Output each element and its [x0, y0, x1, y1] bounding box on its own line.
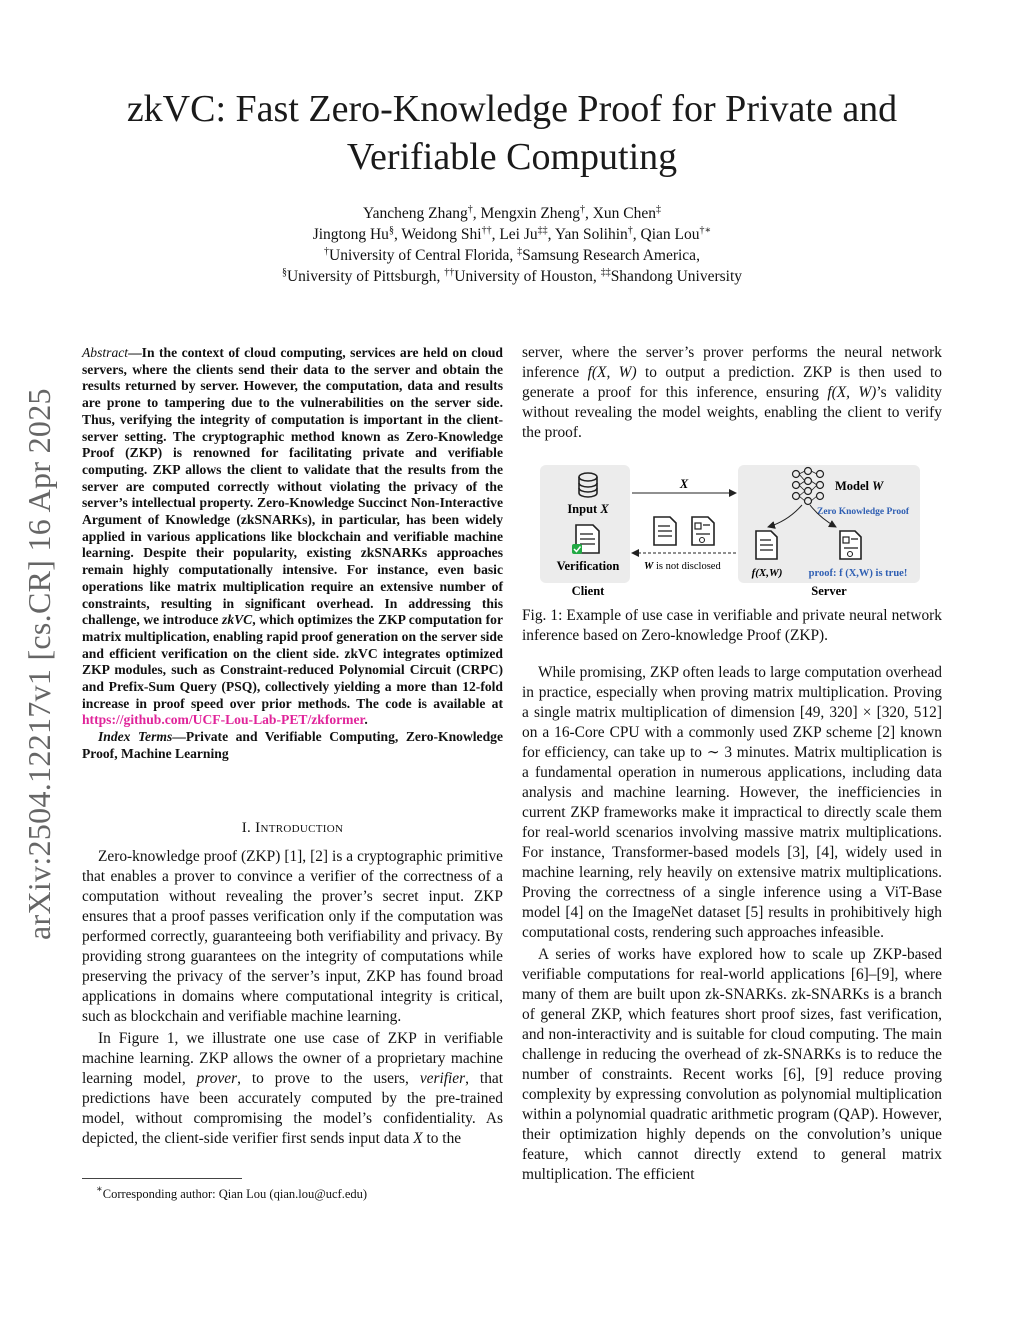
- paragraph-text: , that predictions have been accurately computed by the pre-trained model, without compromising the model’s confidentiality. As depicted, the client-side verifier first sends input data: [82, 1070, 504, 1147]
- proof-label: proof: f (X,W) is true!: [808, 568, 908, 579]
- paragraph-text: ’s validity without revealing the model weights, enabling the client to verify the proof.: [522, 384, 942, 441]
- footnote-content: [82, 1184, 368, 1201]
- author-line-2: Jingtong Hu§, Weidong Shi††, Lei Ju‡‡, Yan Solihin†, Qian Lou†∗: [312, 225, 712, 243]
- affiliation-line-1: [0, 245, 1024, 266]
- author-name: Yancheng Zhang: [362, 205, 468, 222]
- section-heading: [82, 820, 503, 837]
- code-link[interactable]: https://github.com/UCF-Lou-Lab-PET/zkformer: [82, 712, 365, 728]
- abstract-system-name: zkVC: [222, 612, 253, 628]
- right-column-top: [522, 343, 942, 443]
- term-verifier: verifier: [419, 1070, 466, 1087]
- left-column-body: [82, 847, 503, 1149]
- paragraph: A series of works have explored how to scale up ZKP-based verifiable computations for real-world applications [6]–[9], where many of them are built upon zk-SNARKs. zk-SNARKs is a branch of general ZKP, which features short proof sizes, fast verification, and non-interactivity and is suitable for cloud computing. The main challenge in reducing the overhead of zk-SNARKs is to reduce the number of constraints. Recent works [6], [9] reduce proving complexity by expressing convolution as polynomial multiplication within a polynomial quadratic arithmetic program (QAP). However, their optimization highly depends on the convolution’s unique feature, which cannot directly extend to general matrix multiplication. The efficient: [522, 946, 942, 1183]
- server-proof-document-icon: [840, 531, 861, 559]
- author-name: Lei Ju: [499, 226, 538, 243]
- paragraph-text: , to prove to the users,: [237, 1070, 420, 1087]
- affiliation-name: University of Pittsburgh,: [286, 268, 445, 285]
- arrow-x-label: X: [679, 477, 689, 491]
- proof-document-icon: [692, 517, 714, 545]
- author-mark: †∗: [699, 225, 712, 236]
- affiliation-name: University of Central Florida,: [329, 247, 518, 264]
- zkp-label: Zero Knowledge Proof: [817, 507, 909, 517]
- author-name: Mengxin Zheng: [480, 205, 580, 222]
- math-x: X: [413, 1130, 423, 1147]
- affiliation-mark: †: [324, 246, 330, 257]
- affiliation-mark: ‡‡: [600, 267, 611, 278]
- footnote-text: Corresponding author: Qian Lou (qian.lou@ucf.edu): [102, 1187, 368, 1201]
- paragraph-text: to output a prediction. ZKP is then used to generate a proof for this inference, ensuring: [522, 364, 942, 401]
- author-mark: †: [579, 204, 585, 215]
- affiliation-name: University of Houston,: [454, 268, 601, 285]
- index-terms-text: —Private and Verifiable Computing, Zero-Knowledge Proof, Machine Learning: [82, 729, 503, 761]
- verification-label: Verification: [556, 559, 620, 573]
- paragraph-text: to the: [422, 1130, 462, 1147]
- title-line-1: zkVC: Fast Zero-Knowledge Proof for Private and: [126, 88, 898, 130]
- affiliation-mark: ††: [444, 267, 455, 278]
- abstract-label: Abstract: [82, 345, 129, 360]
- paragraph: Zero-knowledge proof (ZKP) [1], [2] is a cryptographic primitive that enables a prover to convince a verifier of the correctness of a computation without revealing the prover’s secret input. ZKP ensures that a proof passes verification only if the computation was performed correctly, guaranteeing both verifiability and privacy. By providing strong guarantees on the integrity of computations while preserving the privacy of the server’s input, ZKP has found broad applications in domains where computational integrity is critical, such as blockchain and verifiable machine learning.: [82, 848, 503, 1025]
- caption-text: Example of use case in verifiable and private neural network inference based on Zero-knowledge Proof (ZKP).: [522, 607, 943, 644]
- arxiv-stamp: arXiv:2504.12217v1 [cs.CR] 16 Apr 2025: [21, 388, 57, 940]
- math-fxw: f(X, W): [587, 364, 637, 381]
- author-block: [0, 203, 1024, 287]
- paragraph: While promising, ZKP often leads to large computation overhead in practice, especially when proving matrix multiplication. Proving a single matrix multiplication of dimension [49, 320] × [320, 512] on a 16-Core CPU with a commonly used ZKP scheme [2] known for efficiency, can take up to ∼ 3 minutes. Matrix multiplication is a fundamental operation in numerous applications, including data analysis and machine learning. However, the inefficiencies in current ZKP frameworks make it impractical to directly scale them for real-world scenarios involving massive matrix multiplications. For instance, Transformer-based models [3], [4], widely used in machine learning, rely heavily on extensive matrix multiplications. Proving the correctness of a single inference using a ViT-Base model [4] on the ImageNet dataset [5] results in prohibitively high computational costs, rendering such approaches infeasible.: [522, 664, 942, 941]
- affiliation-mark: §: [281, 267, 287, 278]
- abstract-text: —In the context of cloud computing, services are held on cloud servers, where the clients send their data to the server and obtain the results returned by server. However, the computation, data and results are prone to tampering due to the vulnerabilities on the server side. Thus, verifying the integrity of computation is important in the client-server setting. The cryptographic method known as Zero-Knowledge Proof (ZKP) is renowned for facilitating private and verifiable computing. ZKP allows the client to validate that the results from the server are computed correctly without violating the privacy of the server’s intellectual property. Zero-Knowledge Succinct Non-Interactive Argument of Knowledge (zkSNARKs), in particular, has been widely applied in various applications like blockchain and verifiable machine learning. Despite their popularity, existing zkSNARKs approaches remain highly computationally intensive. For instance, even basic operations like matrix multiplication require an extensive number of constraints, resulting in significant overhead. In addressing this challenge, we introduce: [82, 345, 503, 628]
- author-mark: ‡‡: [537, 225, 548, 236]
- section-numeral: I.: [241, 820, 256, 836]
- author-name: Yan Solihin: [554, 226, 628, 243]
- author-name: Qian Lou: [640, 226, 700, 243]
- verified-document-icon: [572, 525, 599, 554]
- author-name: Jingtong Hu: [312, 226, 389, 243]
- figure-caption: [522, 606, 942, 646]
- footnote-rule: [82, 1178, 242, 1179]
- caption-label: Fig. 1:: [522, 607, 567, 624]
- paragraph: [82, 1029, 503, 1149]
- abstract-end: .: [364, 712, 368, 728]
- author-name: Weidong Shi: [401, 226, 482, 243]
- footnote: [82, 1186, 503, 1202]
- client-label: Client: [571, 584, 605, 598]
- affiliation-mark: ‡: [517, 246, 523, 257]
- author-name: Xun Chen: [592, 205, 656, 222]
- author-mark: §: [388, 225, 394, 236]
- output-document-icon: [756, 531, 777, 559]
- server-label: Server: [811, 584, 847, 598]
- server-panel: [738, 465, 920, 583]
- term-prover: prover: [196, 1070, 238, 1087]
- author-mark: ‡: [656, 204, 661, 215]
- affiliation-line-2: [0, 266, 1024, 287]
- paragraph: [522, 343, 942, 443]
- section-title: Introduction: [255, 820, 344, 836]
- input-label: Input X: [567, 502, 609, 516]
- not-disclosed-label: W is not disclosed: [644, 561, 721, 572]
- affiliation-name: Samsung Research America,: [522, 247, 700, 264]
- paper-title: [0, 85, 1024, 181]
- author-mark: †: [467, 204, 473, 215]
- fxw-label: f(X,W): [751, 567, 783, 579]
- abstract-text-2: , which optimizes the ZKP computation for matrix multiplication, enabling rapid proof generation on the server side and efficient verification on the client side. zkVC integrates optimized ZKP modules, such as Constraint-reduced Polynomial Circuit (CRPC) and Prefix-Sum Query (PSQ), collectively yielding a more than 12-fold increase in proof speed over prior methods. The code is available at: [82, 612, 503, 711]
- right-column-body: [522, 663, 942, 1185]
- math-fxw: f(X, W): [827, 384, 877, 401]
- abstract: [82, 345, 503, 763]
- footnote-mark: ∗: [96, 1184, 103, 1195]
- author-line-1: Yancheng Zhang†, Mengxin Zheng†, Xun Chen‡: [362, 204, 661, 222]
- paragraph-text: In Figure 1, we illustrate one use case of ZKP in verifiable machine learning. ZKP allows the owner of a proprietary machine learning model,: [82, 1030, 503, 1087]
- index-terms-label: Index Terms: [98, 729, 173, 745]
- author-mark: ††: [481, 225, 492, 236]
- affiliation-name: Shandong University: [610, 268, 742, 285]
- figure-1-diagram: [540, 463, 924, 601]
- title-line-2: Verifiable Computing: [346, 136, 678, 178]
- author-mark: †: [627, 225, 633, 236]
- index-terms: [82, 729, 503, 762]
- document-icon: [654, 517, 676, 545]
- paragraph-text: server, where the server’s prover performs the neural network inference: [522, 344, 942, 381]
- figure-1: [540, 463, 924, 601]
- model-label: Model W: [835, 479, 884, 493]
